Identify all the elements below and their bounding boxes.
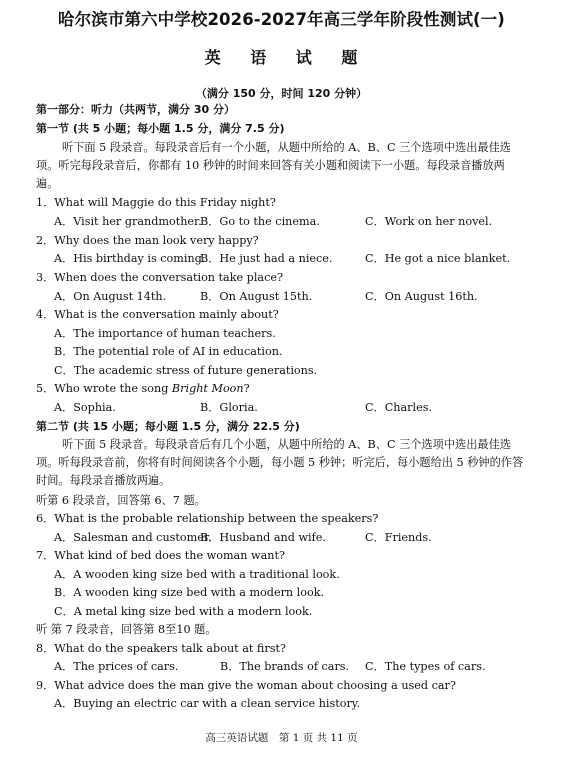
option-a: A．The importance of human teachers. bbox=[54, 327, 276, 340]
exam-title: 哈尔滨市第六中学校2026-2027年高三学年阶段性测试(一) bbox=[58, 10, 505, 29]
option-b: B．Husband and wife. bbox=[200, 531, 326, 544]
option-b: B．Gloria. bbox=[200, 401, 258, 414]
option-b: B．A wooden king size bed with a modern look. bbox=[54, 586, 325, 599]
recording-note: 听第 6 段录音，回答第 6、7 题。 bbox=[36, 494, 206, 507]
question-stem: 6．What is the probable relationship between the speakers? bbox=[36, 512, 379, 525]
exam-subject: 英 语 试 题 bbox=[204, 48, 359, 67]
option-a: A．A wooden king size bed with a traditional look. bbox=[54, 568, 340, 581]
option-c: C．Friends. bbox=[365, 531, 432, 544]
option-b: B．Go to the cinema. bbox=[200, 215, 320, 228]
option-b: B．The brands of cars. bbox=[220, 660, 350, 673]
option-a: A．On August 14th. bbox=[54, 290, 167, 303]
page-footer: 高三英语试题 第 1 页 共 11 页 bbox=[205, 732, 358, 744]
option-a: A．The prices of cars. bbox=[54, 660, 179, 673]
recording-note: 听 第 7 段录音，回答第 8至10 题。 bbox=[36, 623, 217, 636]
exam-meta: （满分 150 分，时间 120 分钟） bbox=[195, 87, 368, 100]
option-c: C．He got a nice blanket. bbox=[365, 252, 511, 265]
section2-heading: 第二节 (共 15 小题；每小题 1.5 分，满分 22.5 分) bbox=[36, 420, 300, 433]
option-c: C．Charles. bbox=[365, 401, 433, 414]
option-b: B．He just had a niece. bbox=[200, 252, 333, 265]
option-a: A．Salesman and customer. bbox=[54, 531, 212, 544]
option-b: B．On August 15th. bbox=[200, 290, 313, 303]
option-c: C．A metal king size bed with a modern look. bbox=[54, 605, 313, 618]
question-stem: 8．What do the speakers talk about at first? bbox=[36, 642, 286, 655]
option-a: A．Visit her grandmother. bbox=[54, 215, 202, 228]
option-a: A．His birthday is coming. bbox=[54, 252, 206, 265]
question-stem: 3．When does the conversation take place? bbox=[36, 271, 283, 284]
option-c: C．On August 16th. bbox=[365, 290, 478, 303]
part1-heading: 第一部分：听力（共两节，满分 30 分） bbox=[36, 103, 235, 116]
question-stem: 1．What will Maggie do this Friday night? bbox=[36, 196, 276, 209]
section1-instructions: 听下面 5 段录音。每段录音后有一个小题，从题中所给的 A、B、C 三个选项中选出最佳选项。听完每段录音后，你都有 10 秒钟的时间来回答有关小题和阅读下一小题。每段录音播放两遍。 bbox=[36, 141, 511, 190]
question-stem: 7．What kind of bed does the woman want? bbox=[36, 549, 285, 562]
section1-heading: 第一节 (共 5 小题；每小题 1.5 分，满分 7.5 分) bbox=[36, 122, 285, 135]
song-title: Bright Moon bbox=[171, 382, 244, 395]
option-c: C．The academic stress of future generations. bbox=[54, 364, 318, 377]
option-a: A．Sophia. bbox=[54, 401, 116, 414]
option-c: C．The types of cars. bbox=[365, 660, 486, 673]
question-stem bbox=[36, 382, 250, 396]
option-b: B．The potential role of AI in education. bbox=[54, 345, 283, 358]
question-stem: 2．Why does the man look very happy? bbox=[36, 234, 259, 247]
question-stem: 9．What advice does the man give the woman about choosing a used car? bbox=[36, 679, 456, 692]
question-stem: 4．What is the conversation mainly about? bbox=[36, 308, 279, 321]
option-c: C．Work on her novel. bbox=[365, 215, 493, 228]
option-a: A．Buying an electric car with a clean service history. bbox=[54, 697, 361, 710]
stem-suffix: ? bbox=[243, 382, 250, 395]
section2-instructions: 听下面 5 段录音。每段录音后有几个小题，从题中所给的 A、B、C 三个选项中选出最佳选项。听每段录音前，你将有时间阅读各个小题，每小题 5 秒钟；听完后，每小题给出 5 秒钟的作答时间。每段录音播放两遍。 bbox=[36, 438, 524, 487]
stem-prefix: 5．Who wrote the song bbox=[36, 382, 172, 395]
